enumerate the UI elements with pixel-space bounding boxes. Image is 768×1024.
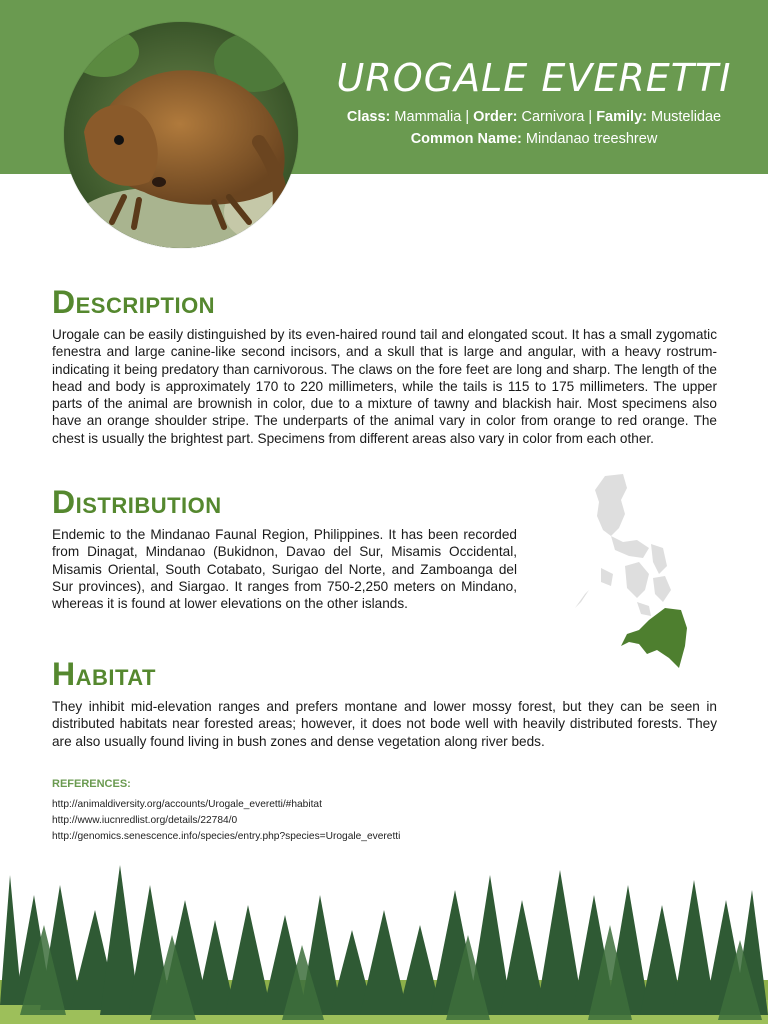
heading-rest: ISTRIBUTION — [75, 493, 222, 518]
species-title: UROGALE EVERETTI — [336, 56, 732, 100]
luzon-visayas-islands — [559, 474, 671, 624]
family-value: Mustelidae — [651, 109, 722, 125]
reference-link[interactable]: http://genomics.senescence.info/species/entry.php?species=Urogale_everetti — [52, 831, 401, 842]
common-name-line — [300, 131, 768, 147]
habitat-text: They inhibit mid-elevation ranges and prefers montane and lower mossy forest, but they can be seen in distributed habitats near forested areas; however, it does not bode well with heavily distributed forests. They are also usually found living in bush zones and dense vegetation along river beds. — [52, 699, 717, 749]
heading-rest: ESCRIPTION — [75, 293, 216, 318]
reference-link[interactable]: http://animaldiversity.org/accounts/Urogale_everetti/#habitat — [52, 799, 322, 810]
class-value: Mammalia — [394, 109, 462, 125]
common-name-label: Common Name: — [410, 131, 522, 147]
heading-initial: D — [52, 484, 76, 520]
separator: | — [465, 109, 470, 125]
mindanao-highlight — [621, 608, 687, 668]
heading-initial: D — [52, 284, 76, 320]
forest-illustration — [0, 855, 768, 1024]
description-heading — [52, 284, 215, 321]
habitat-heading — [52, 656, 156, 693]
heading-rest: ABITAT — [75, 665, 156, 690]
order-label: Order: — [473, 109, 518, 125]
separator: | — [588, 109, 593, 125]
order-value: Carnivora — [521, 109, 585, 125]
taxonomy-line — [300, 109, 768, 125]
heading-initial: H — [52, 656, 76, 692]
common-name-value: Mindanao treeshrew — [525, 131, 658, 147]
description-text: Urogale can be easily distinguished by its even-haired round tail and elongated scout. It has a small zygomatic fenestra and large canine-like second incisors, and a skull that is large and angular, with a heavy rostrum-indicating it being predatory than carnivorous. The claws on the fore feet are long and sharp. The length of the head and body is approximately 170 to 220 millimeters, while the tails is 115 to 175 millimeters. The upper parts of the animal are brownish in color, due to a mixture of tawny and blackish hair. Most specimens also have an orange shoulder stripe. The underparts of the animal vary in color from orange to red orange. The chest is usually the brightest part. Specimens from different areas also vary in color from each other. — [52, 327, 717, 446]
philippines-map — [553, 470, 703, 675]
distribution-text: Endemic to the Mindanao Faunal Region, Philippines. It has been recorded from Dinagat, Mindanao (Bukidnon, Davao del Sur, Misamis Occidental, Misamis Oriental, South Cotabato, Surigao del Norte, and Zamboanga del Sur provinces), and Siargao. It ranges from 750-2,250 meters on Mindano, whereas it is found at lower elevations on the other islands. — [52, 527, 517, 612]
treeshrew-photo — [64, 22, 298, 248]
family-label: Family: — [596, 109, 647, 125]
distribution-heading — [52, 484, 222, 521]
references-heading: REFERENCES: — [52, 778, 131, 790]
class-label: Class: — [346, 109, 391, 125]
reference-link[interactable]: http://www.iucnredlist.org/details/22784/0 — [52, 815, 238, 826]
